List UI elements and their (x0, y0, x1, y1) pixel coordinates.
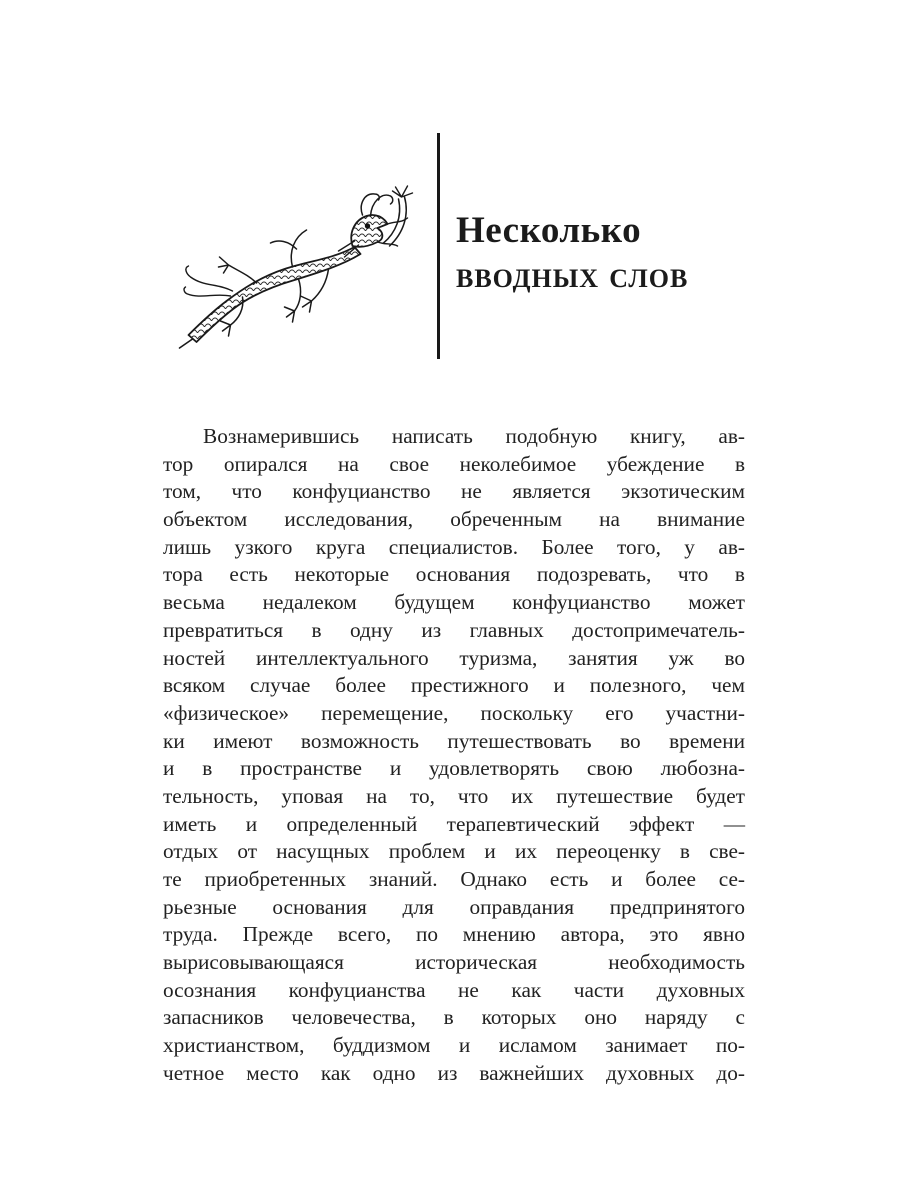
text-line: христианством, буддизмом и исламом занимает по- (163, 1033, 745, 1058)
text-line: Вознамерившись написать подобную книгу, ав- (203, 424, 745, 448)
text-line: иметь и определенный терапевтический эффект — (163, 811, 745, 836)
text-line: всяком случае более престижного и полезного, чем (163, 673, 745, 698)
chapter-title-line2: вводных слов (456, 255, 689, 296)
dragon-body (189, 247, 361, 342)
chapter-divider-rule (437, 133, 440, 359)
text-line: четное место как одно из важнейших духовных до- (163, 1060, 745, 1085)
text-line: рьезные основания для оправдания предпринятого (163, 894, 745, 919)
text-line: тельность, уповая на то, что их путешествие будет (163, 783, 745, 808)
text-line: ностей интеллектуального туризма, занятия уж во (163, 645, 745, 670)
text-line: те приобретенных знаний. Однако есть и более се- (163, 867, 745, 891)
dragon-head (351, 215, 387, 247)
text-line: отдых от насущных проблем и их переоценку в све- (163, 839, 745, 864)
dragon-illustration (175, 183, 433, 358)
text-line: ки имеют возможность путешествовать во времени (163, 728, 745, 753)
text-line: том, что конфуцианство не является экзотическим (163, 479, 745, 504)
text-line: лишь узкого круга специалистов. Более того, у ав- (163, 534, 745, 559)
text-line: весьма недалеком будущем конфуцианство может (163, 590, 745, 615)
chapter-title (456, 208, 688, 298)
text-line: тор опирался на свое неколебимое убеждение в (163, 451, 745, 476)
text-line: тора есть некоторые основания подозревать, что в (163, 562, 745, 587)
text-line: превратиться в одну из главных достопримечатель- (163, 617, 745, 642)
text-line: запасников человечества, в которых оно наряду с (163, 1005, 745, 1030)
dragon-eye (365, 223, 370, 228)
body-paragraph (163, 423, 745, 1088)
chapter-title-line1: Несколько (456, 210, 642, 251)
text-line: и в пространстве и удовлетворять свою любозна- (163, 756, 745, 781)
text-line: вырисовывающаяся историческая необходимость (163, 950, 745, 975)
text-line: осознания конфуцианства не как части духовных (163, 977, 745, 1002)
text-line: объектом исследования, обреченным на внимание (163, 507, 745, 532)
text-line: «физическое» перемещение, поскольку его участни- (163, 700, 745, 725)
text-line: труда. Прежде всего, по мнению автора, это явно (163, 922, 745, 947)
